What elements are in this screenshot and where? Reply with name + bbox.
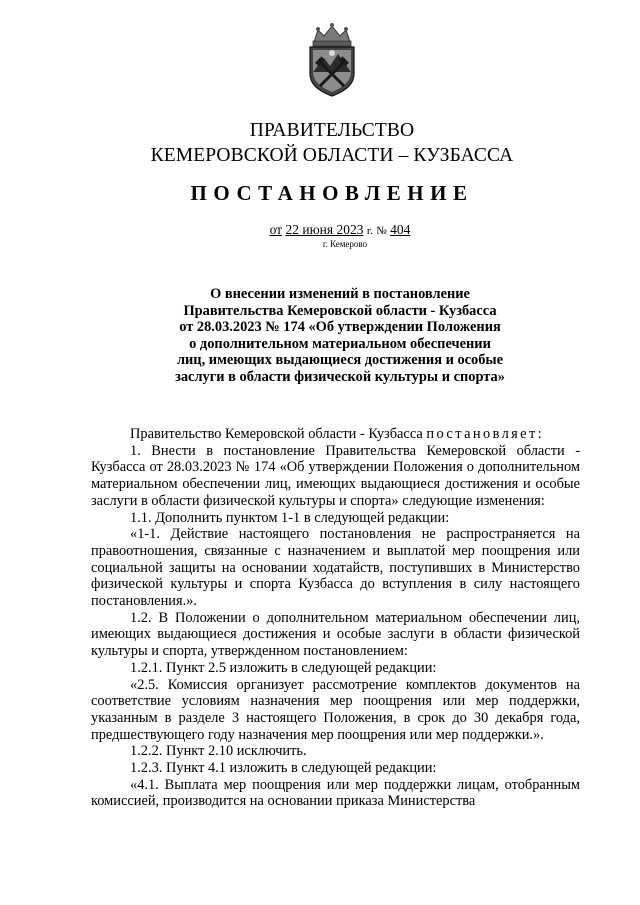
date-prefix: от (269, 222, 283, 237)
kuzbass-coat-of-arms-icon (300, 22, 364, 98)
government-title-line1: ПРАВИТЕЛЬСТВО (249, 120, 415, 141)
body-paragraph: 1.2.3. Пункт 4.1 изложить в следующей редакции: (130, 760, 437, 777)
subject-line: Правительства Кемеровской области - Кузбасса (183, 302, 497, 319)
subject-line: от 28.03.2023 № 174 «Об утверждении Положения (179, 319, 501, 336)
document-type: ПОСТАНОВЛЕНИЕ (190, 181, 474, 205)
intro-verb: постановляет: (426, 426, 545, 442)
intro-text: Правительство Кемеровской области - Кузбасса (130, 426, 423, 442)
body-paragraph: «1-1. Действие настоящего постановления не распространяется на правоотношения, связанные с назначением и выплатой мер поощрения или социальной защиты на основании ходатайств, поступивших в Министерство физической культуры и спорта Кузбасса до вступления в силу настоящего постановления.». (91, 526, 580, 610)
body-paragraph: 1.2.1. Пункт 2.5 изложить в следующей редакции: (130, 659, 437, 676)
city: г. Кемерово (322, 239, 368, 249)
government-title-line2: КЕМЕРОВСКОЙ ОБЛАСТИ – КУЗБАССА (150, 145, 514, 166)
body-paragraph: «2.5. Комиссия организует рассмотрение комплектов документов на соответствие условиям назначения мер поощрения или мер поддержки, указанным в разделе 3 настоящего Положения, в срок до 30 декабря года, предшествующего году назначения мер поощрения или мер поддержки.». (91, 676, 580, 743)
subject-line: заслуги в области физической культуры и спорта» (175, 368, 505, 385)
decree-subject (150, 286, 530, 386)
body-paragraph: 1.1. Дополнить пунктом 1-1 в следующей редакции: (130, 509, 450, 526)
decree-number: 404 (390, 222, 411, 237)
subject-line: о дополнительном материальном обеспечении (189, 335, 491, 352)
subject-line: О внесении изменений в постановление (210, 286, 470, 302)
subject-line: лиц, имеющих выдающиеся достижения и особые (176, 352, 504, 369)
decree-body (91, 426, 580, 810)
year-suffix: г. (366, 225, 373, 237)
body-paragraph: 1. Внести в постановление Правительства Кемеровской области - Кузбасса от 28.03.2023 № 174 «Об утверждении Положения о дополнительном материальном обеспечении лиц, имеющих выдающиеся достижения и особые заслуги в области физической культуры и спорта» следующие изменения: (91, 442, 580, 509)
decree-date: 22 июня 2023 (285, 222, 364, 237)
date-number-line (0, 222, 640, 239)
body-paragraph: 1.2. В Положении о дополнительном материальном обеспечении лиц, имеющих выдающиеся достижения и особые заслуги в области физической культуры и спорта, утвержденном постановлением: (91, 609, 580, 660)
body-paragraph: 1.2.2. Пункт 2.10 исключить. (130, 743, 307, 760)
number-sign: № (376, 225, 387, 237)
body-paragraph: «4.1. Выплата мер поощрения или мер поддержки лицам, отобранным комиссией, производится на основании приказа Министерства (91, 776, 580, 810)
intro-paragraph (91, 426, 580, 443)
